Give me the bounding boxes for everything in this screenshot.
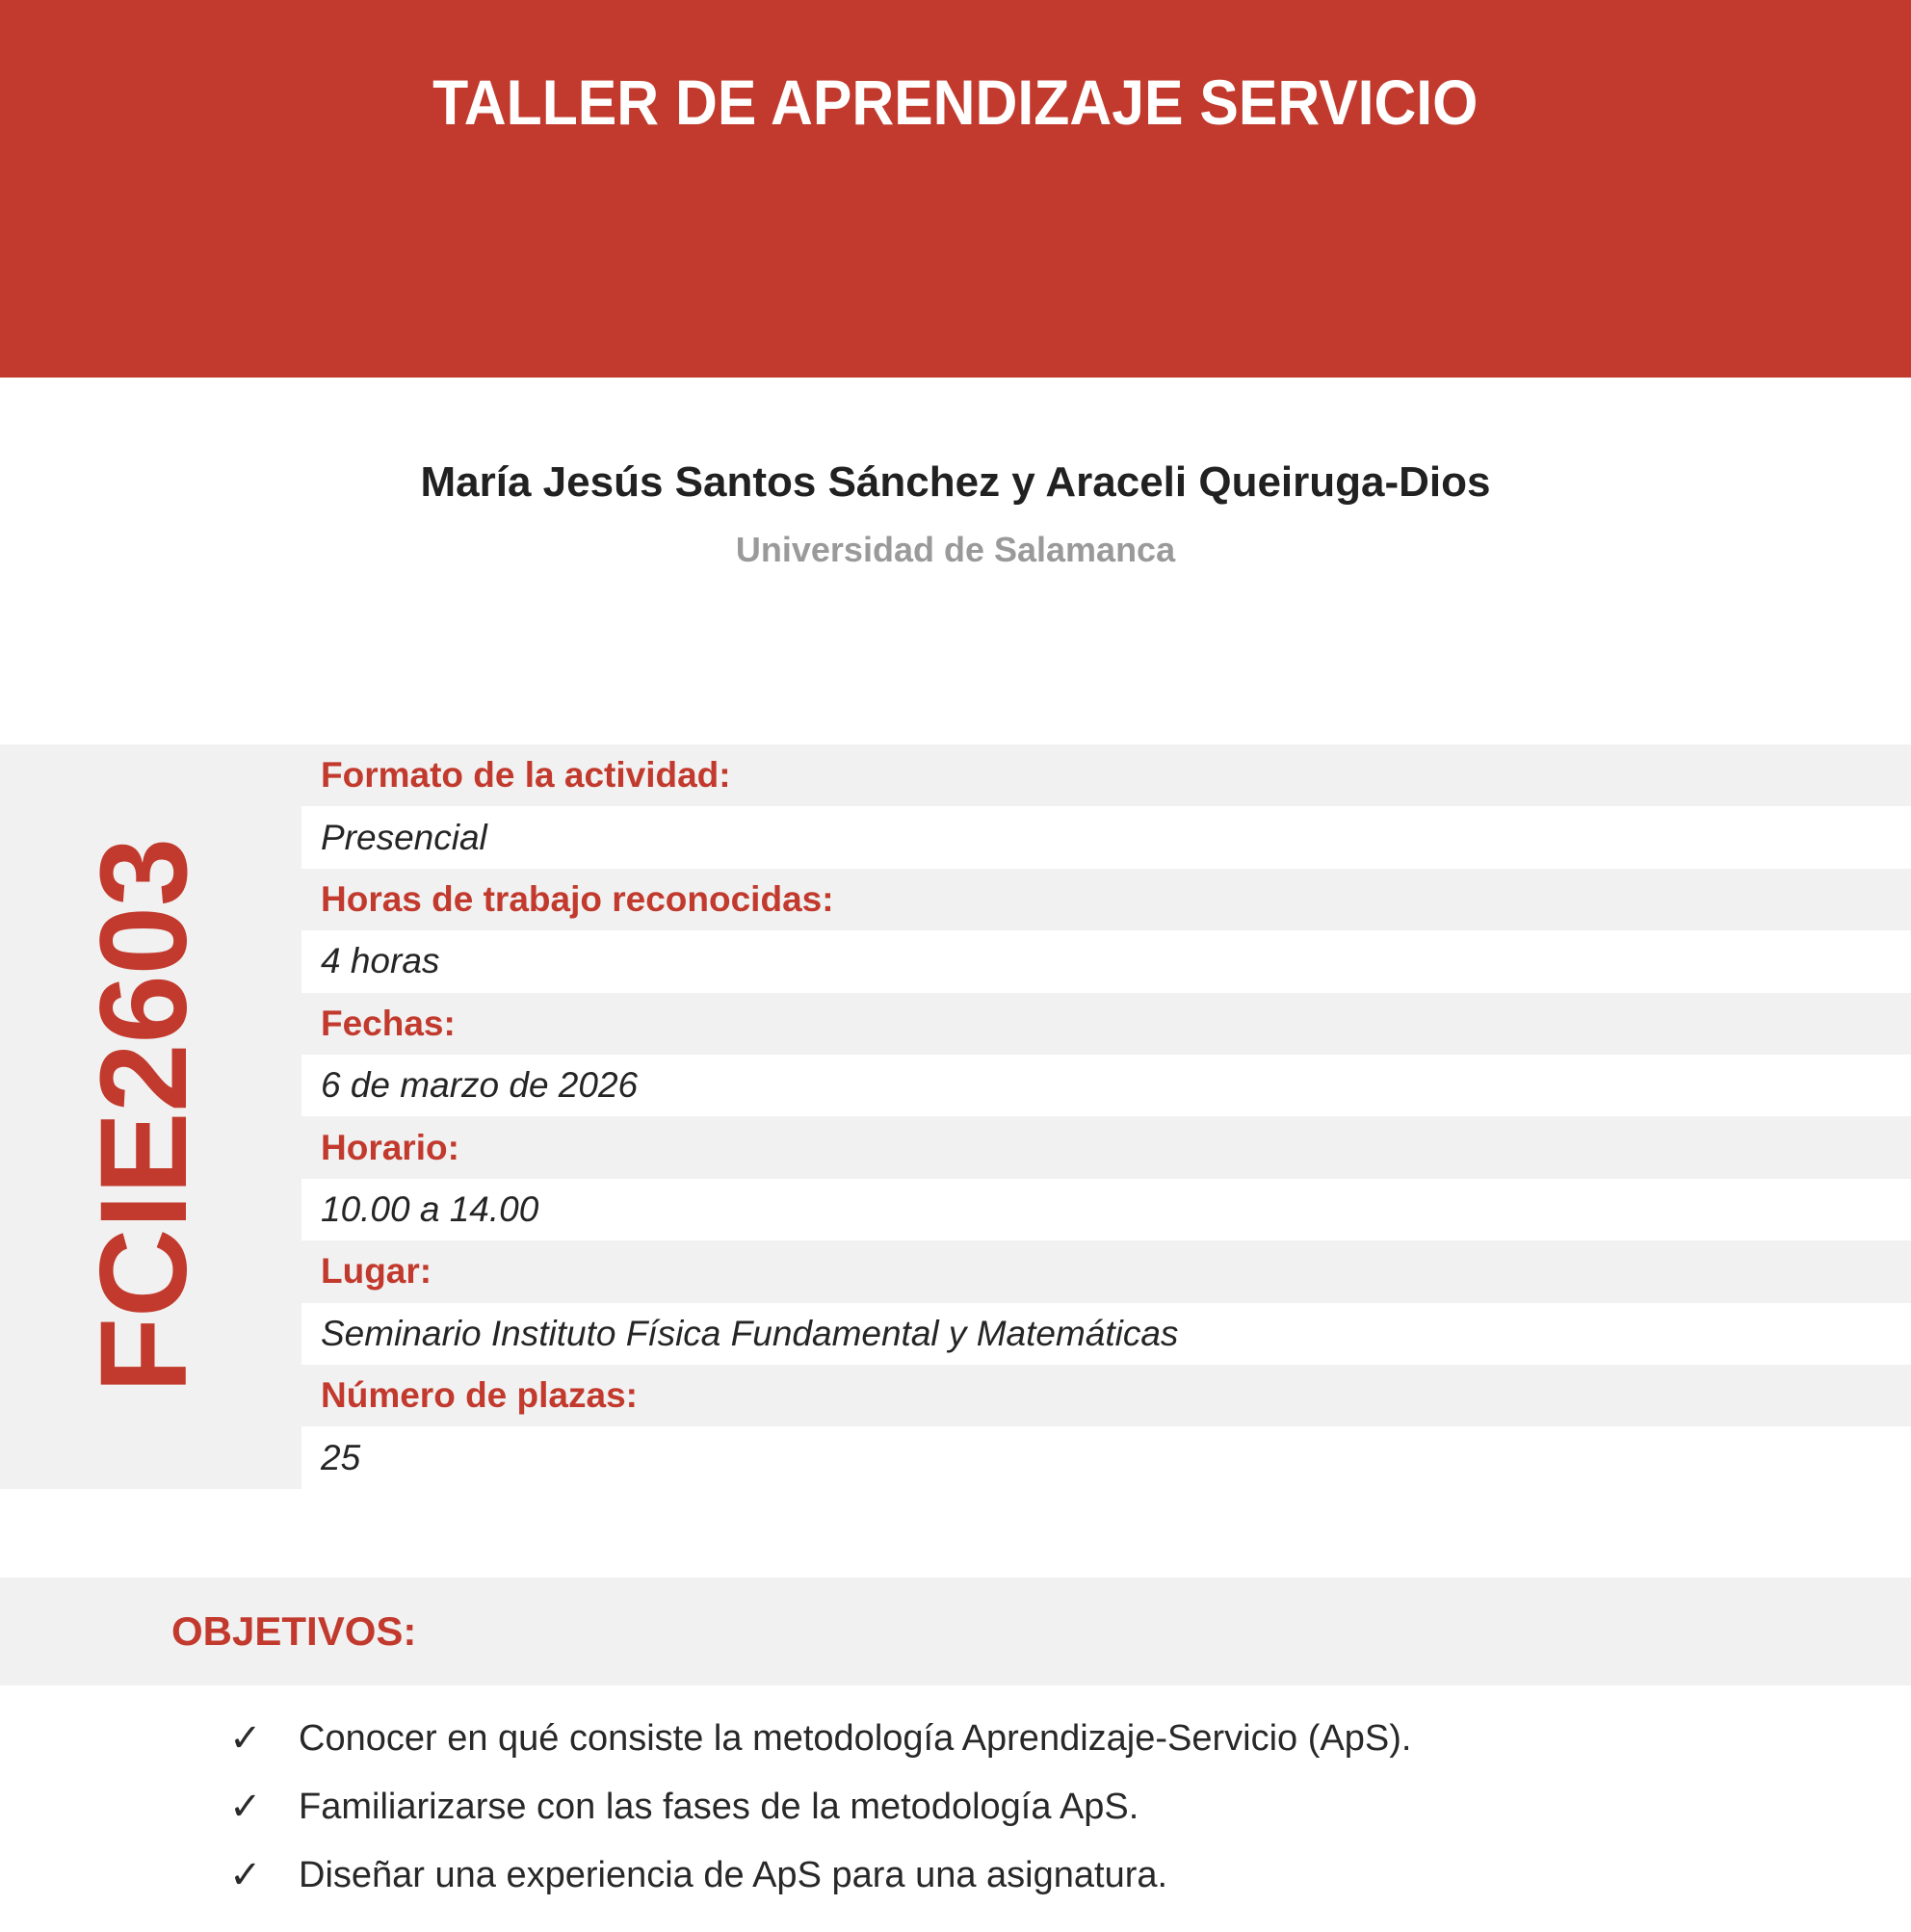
details-rows [301,744,1911,1489]
detail-value-horas: 4 horas [321,941,440,981]
objectives-heading: OBJETIVOS: [171,1608,417,1654]
checkmark-icon: ✓ [229,1786,262,1828]
detail-label-row [301,1240,1911,1302]
detail-label-formato: Formato de la actividad: [321,755,731,796]
detail-value-row [301,1179,1911,1240]
objective-item [229,1783,1770,1831]
detail-value-row [301,930,1911,992]
header-band [0,0,1911,378]
page-title: TALLER DE APRENDIZAJE SERVICIO [432,66,1479,138]
objective-item [229,1714,1770,1762]
detail-label-lugar: Lugar: [321,1251,432,1292]
detail-label-row [301,869,1911,930]
detail-label-row [301,1116,1911,1178]
objective-text-3: Diseñar una experiencia de ApS para una asignatura. [299,1854,1168,1895]
objective-item [229,1851,1770,1899]
detail-value-lugar: Seminario Instituto Física Fundamental y Matemáticas [321,1313,1179,1353]
objective-text-2: Familiarizarse con las fases de la metodología ApS. [299,1786,1139,1827]
detail-label-row [301,1365,1911,1426]
detail-value-row [301,1055,1911,1116]
detail-label-plazas: Número de plazas: [321,1375,638,1416]
objectives-band [0,1578,1911,1685]
detail-label-horario: Horario: [321,1127,459,1167]
detail-label-horas: Horas de trabajo reconocidas: [321,879,834,920]
course-code: FCIE2603 [75,837,213,1394]
detail-value-formato: Presencial [321,817,487,857]
authors-affiliation: Universidad de Salamanca [735,530,1176,569]
checkmark-icon: ✓ [229,1717,262,1760]
detail-value-row [301,1303,1911,1365]
detail-label-fechas: Fechas: [321,1003,456,1043]
detail-label-row [301,744,1911,806]
authors-names: María Jesús Santos Sánchez y Araceli Queiruga-Dios [420,458,1491,506]
detail-value-row [301,1426,1911,1488]
detail-value-plazas: 25 [321,1437,361,1477]
page-title-wrap [0,65,1911,139]
detail-label-row [301,993,1911,1055]
detail-value-horario: 10.00 a 14.00 [321,1189,539,1230]
detail-value-row [301,806,1911,868]
detail-value-fechas: 6 de marzo de 2026 [321,1065,639,1106]
objective-text-1: Conocer en qué consiste la metodología Aprendizaje-Servicio (ApS). [299,1717,1412,1759]
checkmark-icon: ✓ [229,1854,262,1896]
